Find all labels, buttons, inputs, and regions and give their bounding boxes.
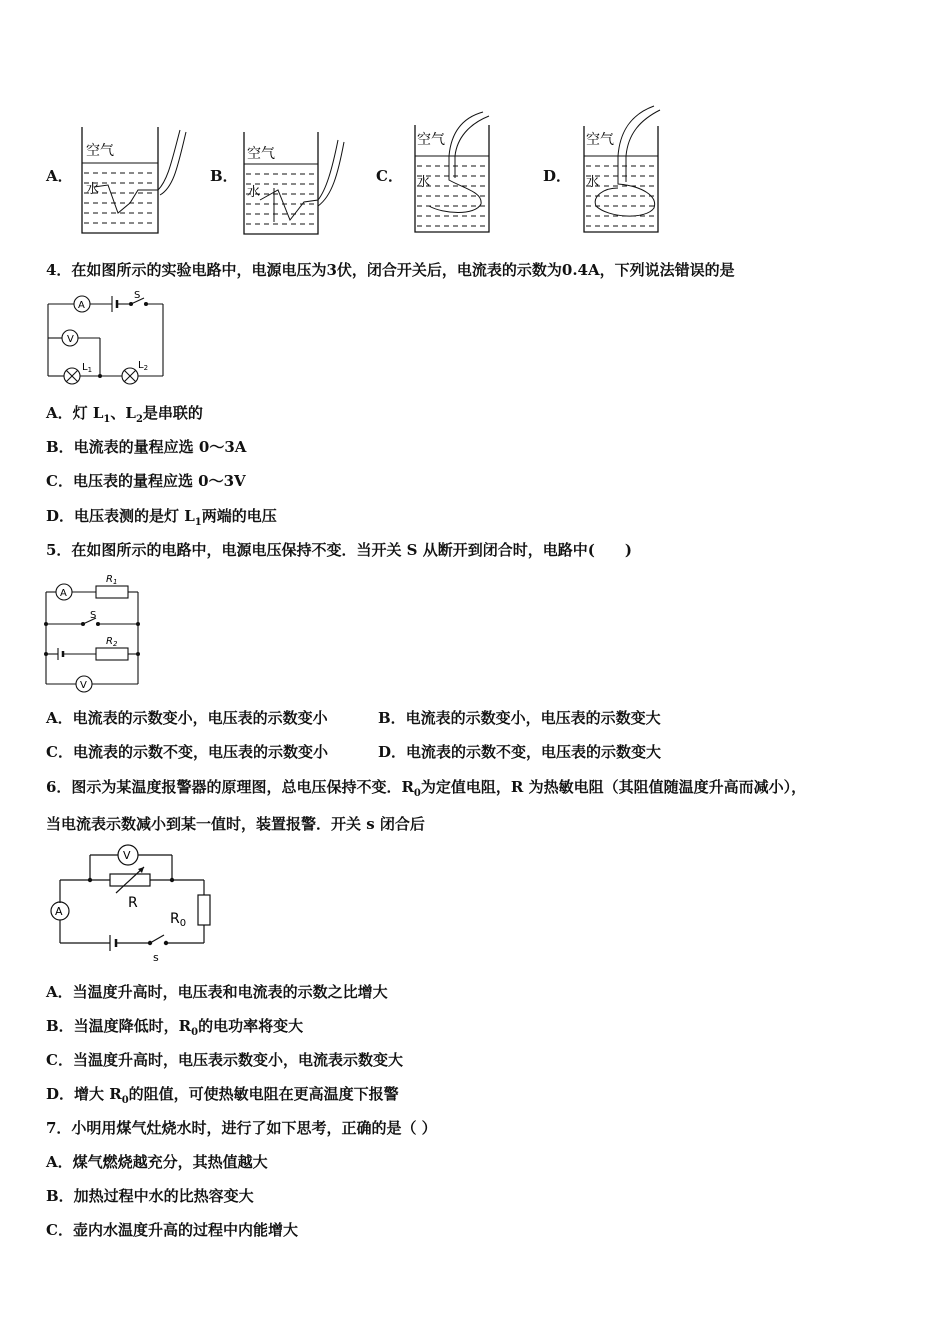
- q3-figure-d: [582, 100, 692, 235]
- q6-d-pre: D．增大 R: [46, 1085, 122, 1103]
- q4-option-d[interactable]: [46, 506, 277, 533]
- q4-d-post: 两端的电压: [201, 507, 277, 525]
- q5-switch-label: S: [90, 610, 97, 621]
- q7-option-c[interactable]: C．壶内水温度升高的过程中内能增大: [46, 1221, 298, 1239]
- q3-option-b-label[interactable]: B．: [210, 167, 238, 185]
- q5-r1-label: R: [106, 574, 113, 585]
- q3-option-a-label[interactable]: A．: [46, 167, 73, 185]
- q6-ammeter-label: A: [55, 905, 63, 918]
- q5-r1-sub: 1: [112, 578, 118, 586]
- q4-circuit-diagram: [46, 290, 176, 390]
- q5-option-b[interactable]: B．电流表的示数变小，电压表的示数变大: [378, 709, 661, 727]
- q4-voltmeter-label: V: [67, 334, 74, 345]
- q6-stem-sub: 0: [413, 788, 421, 799]
- q5-r2-label: R: [106, 636, 113, 647]
- q4-stem: 4．在如图所示的实验电路中，电源电压为3伏，闭合开关后，电流表的示数为0.4A，下列说法错误的是: [46, 261, 735, 279]
- q4-d-sub: 1: [194, 517, 202, 528]
- q3-c-air-label: 空气: [417, 132, 445, 148]
- q5-ammeter-label: A: [60, 588, 67, 599]
- q4-option-b[interactable]: B．电流表的量程应选 0～3A: [46, 438, 247, 456]
- q4-ammeter-label: A: [78, 300, 85, 311]
- q3-d-water-label: 水: [586, 175, 600, 190]
- q5-circuit-diagram: [44, 572, 154, 694]
- q6-voltmeter-label: V: [123, 849, 131, 862]
- q3-c-water-label: 水: [417, 175, 431, 190]
- q5-r2-sub: 2: [112, 640, 118, 648]
- q6-stem-pre: 6．图示为某温度报警器的原理图，总电压保持不变．R: [46, 778, 414, 796]
- q7-option-a[interactable]: A．煤气燃烧越充分，其热值越大: [46, 1153, 268, 1171]
- q3-d-air-label: 空气: [586, 132, 614, 148]
- svg-text:L2: [138, 360, 148, 372]
- q3-b-water-label: 水: [247, 185, 261, 200]
- q3-option-d-label[interactable]: D．: [543, 167, 572, 185]
- q4-option-c[interactable]: C．电压表的量程应选 0～3V: [46, 472, 246, 490]
- q6-stem-post: 为定值电阻，R 为热敏电阻（其阻值随温度升高而减小），: [420, 778, 807, 796]
- q4-lamp2-label: L: [138, 360, 144, 371]
- q5-option-c[interactable]: C．电流表的示数不变，电压表的示数变小: [46, 743, 328, 761]
- q3-figure-c: [413, 110, 523, 235]
- q5-option-d[interactable]: D．电流表的示数不变，电压表的示数变大: [378, 743, 662, 761]
- q6-circuit-diagram: [46, 845, 216, 970]
- q4-a-pre: A．灯 L: [46, 404, 104, 422]
- q3-figure-a: [80, 125, 190, 240]
- q4-lamp2-sub: 2: [143, 364, 149, 372]
- q5-option-a[interactable]: A．电流表的示数变小，电压表的示数变小: [46, 709, 328, 727]
- q6-b-pre: B．当温度降低时，R: [46, 1017, 192, 1035]
- q4-a-sub1: 1: [103, 414, 111, 425]
- q6-stem-line2: 当电流表示数减小到某一值时，装置报警．开关 s 闭合后: [46, 815, 425, 833]
- q5-voltmeter-label: V: [80, 680, 87, 691]
- q6-option-d[interactable]: [46, 1084, 399, 1111]
- q6-b-post: 的电功率将变大: [198, 1017, 304, 1035]
- q6-thermistor-label: R: [128, 895, 138, 911]
- q6-option-b[interactable]: [46, 1016, 303, 1043]
- q3-option-c-label[interactable]: C．: [376, 167, 403, 185]
- q4-switch-label: S: [134, 290, 141, 301]
- q3-a-air-label: 空气: [86, 143, 114, 159]
- q4-option-a[interactable]: [46, 403, 203, 430]
- q4-a-mid: 、L: [110, 404, 136, 422]
- q3-b-air-label: 空气: [247, 146, 275, 162]
- q4-a-sub2: 2: [135, 414, 143, 425]
- q3-figure-b: [242, 130, 352, 240]
- q3-a-water-label: 水: [86, 182, 100, 197]
- q4-lamp1-sub: 1: [87, 366, 93, 374]
- q6-switch-label: s: [153, 951, 159, 964]
- q5-stem: 5．在如图所示的电路中，电源电压保持不变．当开关 S 从断开到闭合时，电路中( ): [46, 541, 632, 559]
- q6-r0-sub: 0: [179, 918, 187, 929]
- q6-r0-label: R: [170, 911, 180, 927]
- q6-stem-line1: [46, 777, 806, 804]
- q6-d-post: 的阻值，可使热敏电阻在更高温度下报警: [128, 1085, 399, 1103]
- svg-text:L1: [82, 362, 92, 374]
- svg-text:R2: [106, 636, 118, 648]
- q6-option-c[interactable]: C．当温度升高时，电压表示数变小，电流表示数变大: [46, 1051, 403, 1069]
- q4-a-post: 是串联的: [142, 404, 203, 422]
- svg-text:R0: [170, 911, 186, 929]
- q6-option-a[interactable]: A．当温度升高时，电压表和电流表的示数之比增大: [46, 983, 388, 1001]
- svg-text:R1: [106, 574, 117, 586]
- q4-d-pre: D．电压表测的是灯 L: [46, 507, 195, 525]
- q6-b-sub: 0: [191, 1027, 199, 1038]
- q4-lamp1-label: L: [82, 362, 88, 373]
- q7-option-b[interactable]: B．加热过程中水的比热容变大: [46, 1187, 254, 1205]
- q7-stem: 7．小明用煤气灶烧水时，进行了如下思考，正确的是（ ）: [46, 1119, 437, 1137]
- q6-d-sub: 0: [121, 1095, 129, 1106]
